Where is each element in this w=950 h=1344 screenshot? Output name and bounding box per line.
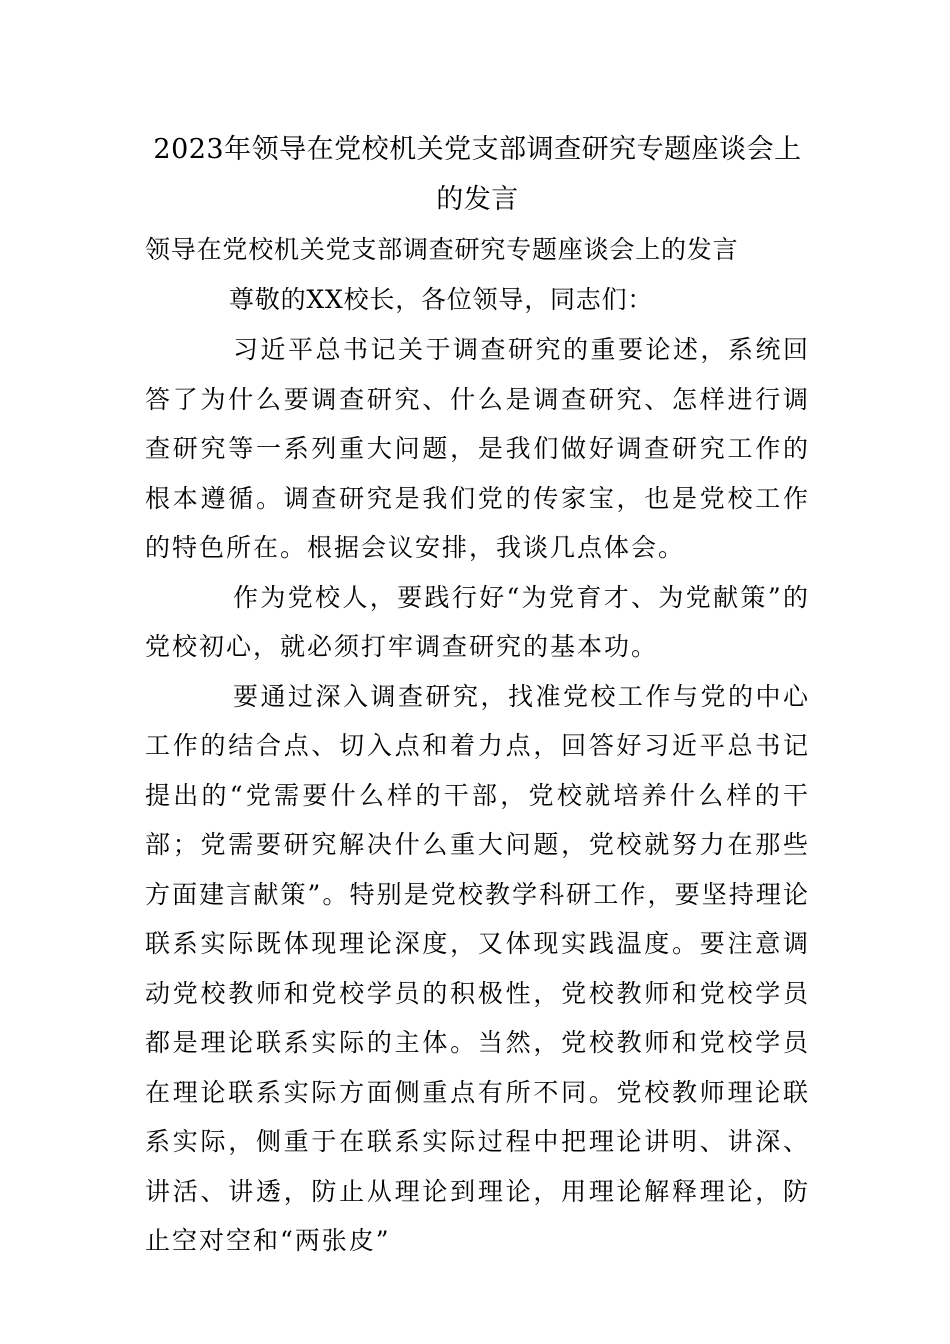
body-paragraph-1: 习近平总书记关于调查研究的重要论述，系统回答了为什么要调查研究、什么是调查研究、怎样进行调查研究等一系列重大问题，是我们做好调查研究工作的根本遵循。调查研究是我们党的传家宝，也是党校工作的特色所在。根据会议安排，我谈几点体会。 [145, 335, 810, 562]
body-paragraph-3: 要通过深入调查研究，找准党校工作与党的中心工作的结合点、切入点和着力点，回答好习近平总书记提出的“党需要什么样的干部，党校就培养什么样的干部；党需要研究解决什么重大问题，党校就努力在那些方面建言献策”。特别是党校教学科研工作，要坚持理论联系实际既体现理论深度，又体现实践温度。要注意调动党校教师和党校学员的积极性，党校教师和党校学员都是理论联系实际的主体。当然，党校教师和党校学员在理论联系实际方面侧重点有所不同。党校教师理论联系实际，侧重于在联系实际过程中把理论讲明、讲深、讲活、讲透，防止从理论到理论，用理论解释理论，防止空对空和“两张皮” [145, 681, 810, 1255]
salutation: 尊敬的XX校长，各位领导，同志们： [229, 285, 654, 314]
document-title: 2023年领导在党校机关党支部调查研究专题座谈会上的发言 [153, 134, 802, 215]
document-subtitle: 领导在党校机关党支部调查研究专题座谈会上的发言 [145, 235, 739, 264]
body-paragraph-2: 作为党校人，要践行好“为党育才、为党献策”的党校初心，就必须打牢调查研究的基本功。 [145, 582, 810, 661]
